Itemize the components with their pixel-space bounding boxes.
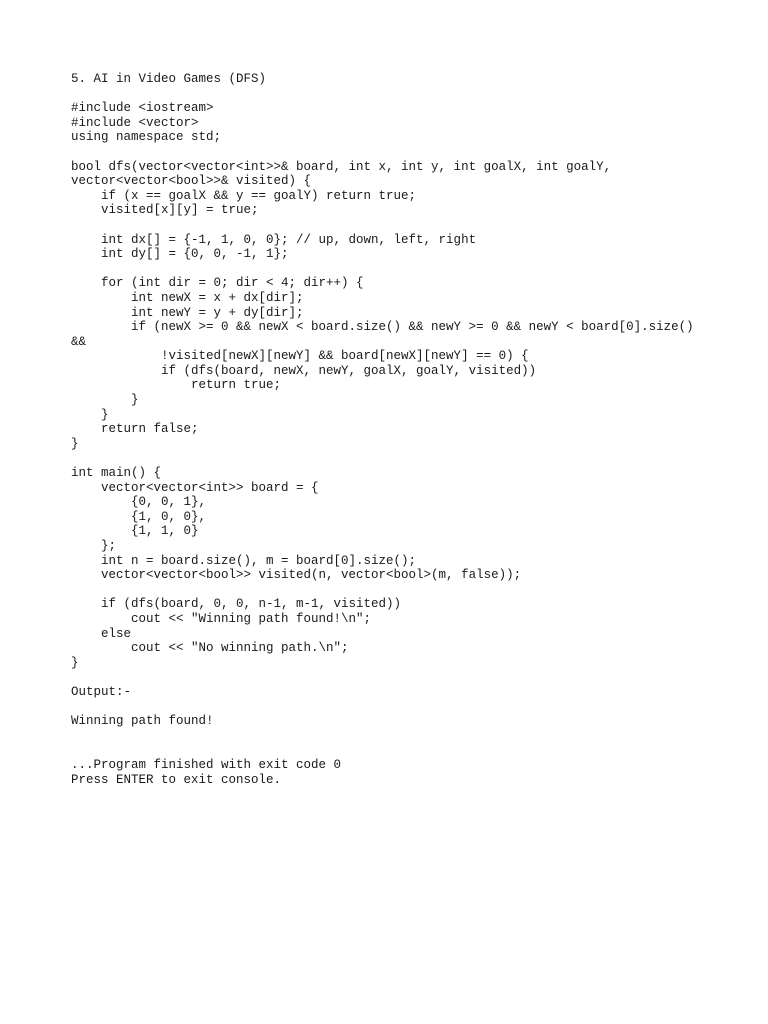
code-line: int dy[] = {0, 0, -1, 1}; (71, 247, 289, 262)
code-line: if (x == goalX && y == goalY) return true; (71, 188, 417, 203)
include-block (71, 101, 748, 145)
code-line: } (71, 436, 79, 451)
code-line: bool dfs(vector<vector<int>>& board, int x, int y, int goalX, int goalY, (71, 159, 612, 174)
code-line: } (71, 407, 109, 422)
code-line: else (71, 626, 132, 641)
code-line (71, 218, 748, 233)
code-line: int newY = y + dy[dir]; (71, 305, 304, 320)
code-line: } (71, 655, 79, 670)
code-line: using namespace std; (71, 130, 222, 145)
code-line: vector<vector<bool>>& visited) { (71, 174, 312, 189)
code-line: if (newX >= 0 && newX < board.size() && newY >= 0 && newY < board[0].size() (71, 320, 694, 335)
document-page (71, 72, 748, 787)
code-line: int dx[] = {-1, 1, 0, 0}; // up, down, left, right (71, 232, 477, 247)
code-line: if (dfs(board, 0, 0, n-1, m-1, visited)) (71, 597, 402, 612)
code-line: !visited[newX][newY] && board[newX][newY] == 0) { (71, 349, 529, 364)
code-line: return false; (71, 422, 199, 437)
code-line: for (int dir = 0; dir < 4; dir++) { (71, 276, 364, 291)
main-function-block (71, 466, 748, 670)
code-line: #include <vector> (71, 115, 199, 130)
code-line: #include <iostream> (71, 101, 214, 116)
code-line (71, 262, 748, 277)
console-line: ...Program finished with exit code 0 (71, 757, 342, 772)
code-line: if (dfs(board, newX, newY, goalX, goalY, visited)) (71, 363, 537, 378)
code-line: visited[x][y] = true; (71, 203, 259, 218)
code-line: return true; (71, 378, 282, 393)
code-line: {0, 0, 1}, (71, 495, 207, 510)
code-line: && (71, 334, 87, 349)
code-line: int n = board.size(), m = board[0].size(); (71, 553, 417, 568)
output-label: Output:- (71, 684, 132, 699)
code-line: {1, 0, 0}, (71, 509, 207, 524)
code-line: cout << "No winning path.\n"; (71, 641, 349, 656)
code-line: vector<vector<int>> board = { (71, 480, 319, 495)
console-footer (71, 758, 748, 787)
code-line: cout << "Winning path found!\n"; (71, 611, 372, 626)
code-line: vector<vector<bool>> visited(n, vector<bool>(m, false)); (71, 568, 522, 583)
console-line: Press ENTER to exit console. (71, 772, 282, 787)
code-line: } (71, 393, 139, 408)
section-heading: 5. AI in Video Games (DFS) (71, 72, 267, 86)
code-line: }; (71, 539, 117, 553)
code-line: int main() { (71, 466, 162, 481)
dfs-function-block (71, 160, 748, 452)
code-line: {1, 1, 0} (71, 524, 199, 539)
code-line (71, 583, 748, 598)
code-line: int newX = x + dx[dir]; (71, 290, 304, 305)
output-result: Winning path found! (71, 714, 214, 729)
